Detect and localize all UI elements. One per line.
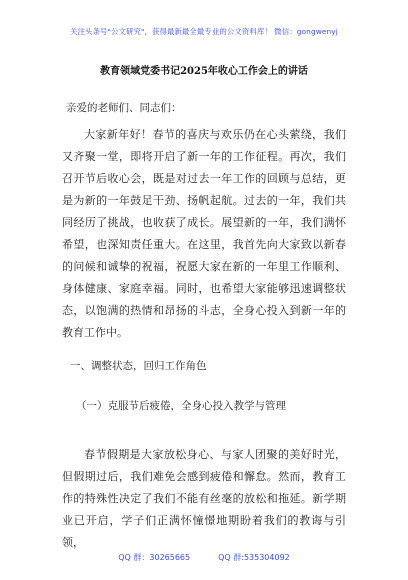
footer-qq-group-2: QQ 群:535304092 (218, 553, 290, 562)
section-heading-1: 一、调整状态，回归工作角色 (70, 360, 207, 372)
promo-banner: 关注头条号"公文研究"，获得最新最全最专业的公文资料库！ 微信：gongwenyj (70, 27, 338, 36)
body-paragraph-1: 大家新年好！春节的喜庆与欢乐仍在心头萦绕，我们又齐聚一堂，即将开启了新一年的工作征程。再次，我们召开节后收心会，既是对过去一年工作的回顾与总结，更是为新的一年鼓足干劲、扬帆起航。过去的一年，我们共同经历了挑战，也收获了成长。展望新的一年，我们满怀希望，也深知责任重大。在这里，我首先向大家致以新春的问候和诚挚的祝福，祝愿大家在新的一年里工作顺利、身体健康、家庭幸福。同时，也希望大家能够迅速调整状态，以饱满的热情和昂扬的斗志，全身心投入到新一年的教育工作中。 (62, 128, 346, 339)
footer-contact (0, 552, 408, 563)
subsection-heading-1: （一）克服节后疲倦，全身心投入教学与管理 (76, 400, 286, 412)
footer-qq-group-1: QQ 群：30265665 (118, 553, 191, 562)
body-paragraph-2: 春节假期是大家放松身心、与家人团聚的美好时光，但假期过后，我们难免会感到疲倦和懈怠。然而，教育工作的特殊性决定了我们不能有丝毫的放松和拖延。新学期业已开启，学子们正满怀憧憬地期盼着我们的教诲与引领， (62, 448, 346, 549)
salutation: 亲爱的老师们、同志们： (66, 102, 182, 114)
document-title: 教育领域党委书记2025年收心工作会上的讲话 (100, 66, 308, 77)
